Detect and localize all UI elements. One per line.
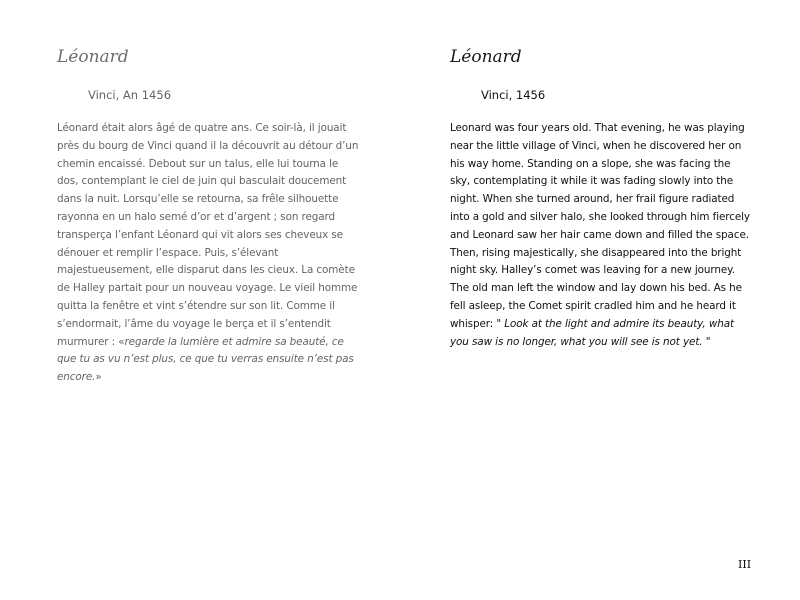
english-body <box>450 120 752 351</box>
french-closing-mark: » <box>95 371 102 384</box>
english-quote: Look at the light and admire its beauty, what you saw is no longer, what you will see is not yet. " <box>450 317 734 348</box>
english-subtitle: Vinci, 1456 <box>481 88 546 102</box>
french-body-text: Léonard était alors âgé de quatre ans. Ce soir-là, il jouait près du bourg de Vinci quand il la découvrit au détour d’un chemin encaissé. Debout sur un talus, elle lui tourna le dos, contemplant le ciel de juin qui basculait doucement dans la nuit. Lorsqu’elle se retourna, sa frêle silhouette rayonna en un halo semé d’or et d’argent ; son regard transperça l’enfant Léonard qui vit alors ses cheveux se dénouer et remplir l’espace. Puis, s’élevant majestueusement, elle disparut dans les cieux. La comète de Halley partait pour un nouveau voyage. Le vieil homme quitta la fenêtre et vint s’étendre sur son lit. Comme il s’endormait, l’âme du voyage le berça et il s’entendit murmurer : « <box>57 122 359 348</box>
english-body-text: Leonard was four years old. That evening, he was playing near the little village of Vinci, when he discovered her on his way home. Standing on a slope, she was facing the sky, contemplating it while it was fading slowly into the night. When she turned around, her frail figure radiated into a gold and silver halo, she looked through him fiercely and Leonard saw her hair came down and filled the space. Then, rising majestically, she disappeared into the bright night sky. Halley’s comet was leaving for a new journey. The old man left the window and lay down his bed. As he fell asleep, the Comet spirit cradled him and he heard it whisper: " <box>450 122 750 330</box>
french-body <box>57 120 359 387</box>
english-title: Léonard <box>450 47 522 67</box>
french-quote: regarde la lumière et admire sa beauté, ce que tu as vu n’est plus, ce que tu verras ensuite n’est pas encore. <box>57 335 354 384</box>
french-subtitle: Vinci, An 1456 <box>88 88 172 102</box>
page-number: III <box>738 558 752 571</box>
french-title: Léonard <box>57 47 129 67</box>
